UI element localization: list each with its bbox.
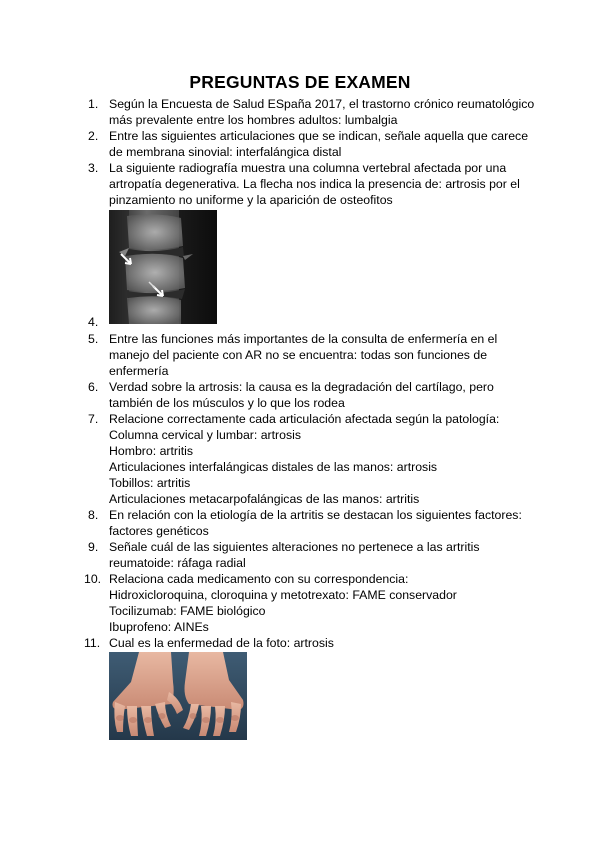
question-text: Según la Encuesta de Salud ESpaña 2017, el trastorno crónico reumatológico [109, 97, 535, 111]
question-number: 6. [88, 380, 99, 394]
question-text: más prevalente entre los hombres adultos: lumbalgia [109, 113, 398, 127]
arthritic-hands-photo [109, 652, 247, 740]
question-text: Hidroxicloroquina, cloroquina y metotrexato: FAME conservador [109, 588, 457, 602]
spine-xray-image [109, 210, 217, 324]
question-text: Relaciona cada medicamento con su correspondencia: [109, 572, 409, 586]
question-number: 4. [88, 315, 99, 329]
question-text: Hombro: artritis [109, 444, 194, 458]
question-text: Entre las siguientes articulaciones que se indican, señale aquella que carece [109, 129, 529, 143]
question-number: 2. [88, 129, 99, 143]
question-text: manejo del paciente con AR no se encuentra: todas son funciones de [109, 348, 488, 362]
question-text: Entre las funciones más importantes de la consulta de enfermería en el [109, 332, 498, 346]
question-text: Verdad sobre la artrosis: la causa es la degradación del cartílago, pero [109, 380, 494, 394]
question-text: Articulaciones interfalángicas distales de las manos: artrosis [109, 460, 438, 474]
page-title: PREGUNTAS DE EXAMEN [189, 72, 411, 92]
question-number: 8. [88, 508, 99, 522]
question-text: Tobillos: artritis [109, 476, 191, 490]
question-text: artropatía degenerativa. La flecha nos indica la presencia de: artrosis por el [109, 177, 520, 191]
question-text: factores genéticos [109, 524, 209, 538]
question-text: enfermería [109, 364, 169, 378]
question-text: también de los músculos y lo que los rodea [109, 396, 345, 410]
question-number: 9. [88, 540, 99, 554]
question-text: La siguiente radiografía muestra una columna vertebral afectada por una [109, 161, 507, 175]
question-number: 3. [88, 161, 99, 175]
question-text: pinzamiento no uniforme y la aparición de osteofitos [109, 193, 393, 207]
question-number: 7. [88, 412, 99, 426]
question-text: Señale cuál de las siguientes alteraciones no pertenece a las artritis [109, 540, 480, 554]
question-text: de membrana sinovial: interfalángica distal [109, 145, 342, 159]
question-text: Ibuprofeno: AINEs [109, 620, 209, 634]
question-text: En relación con la etiología de la artritis se destacan los siguientes factores: [109, 508, 522, 522]
question-number: 10. [84, 572, 102, 586]
question-number: 11. [84, 636, 101, 650]
question-text: Tocilizumab: FAME biológico [109, 604, 266, 618]
question-text: Articulaciones metacarpofalángicas de las manos: artritis [109, 492, 420, 506]
question-text: Relacione correctamente cada articulación afectada según la patología: [109, 412, 500, 426]
question-text: Columna cervical y lumbar: artrosis [109, 428, 302, 442]
question-text: Cual es la enfermedad de la foto: artrosis [109, 636, 334, 650]
question-text: reumatoide: ráfaga radial [109, 556, 246, 570]
question-number: 1. [88, 97, 99, 111]
question-number: 5. [88, 332, 99, 346]
